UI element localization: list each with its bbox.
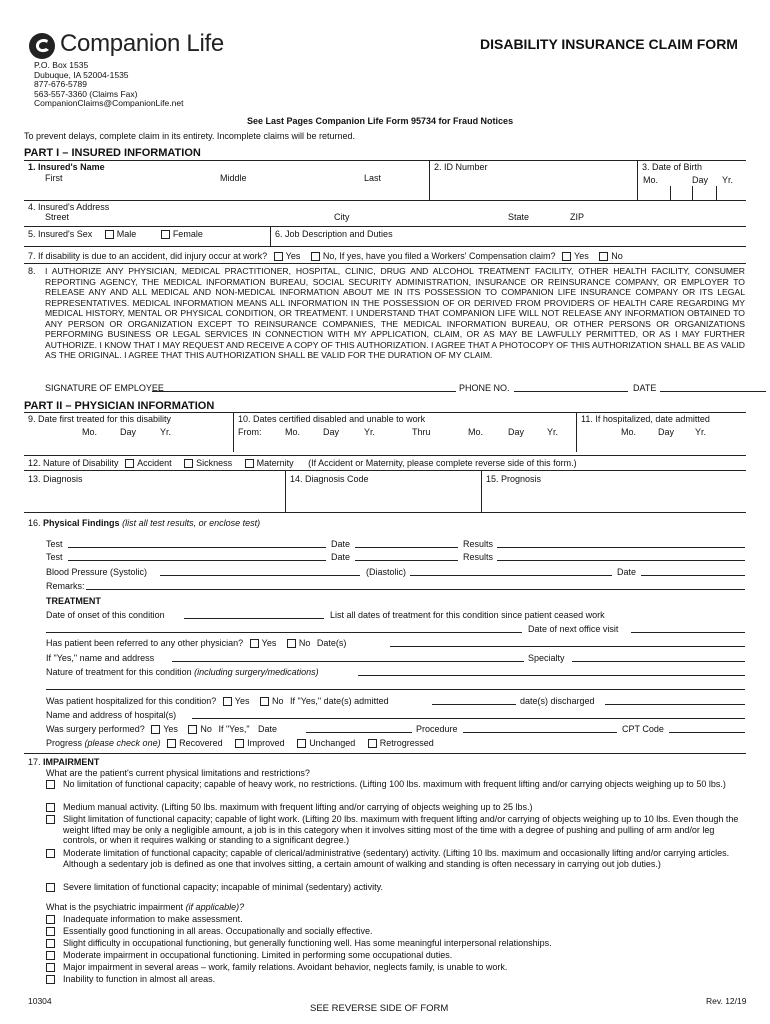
treatment-heading: TREATMENT bbox=[46, 596, 101, 606]
progress-line bbox=[46, 738, 434, 748]
hospital-name-input[interactable] bbox=[192, 718, 745, 719]
sickness-label: Sickness bbox=[196, 458, 233, 468]
admitted-input[interactable] bbox=[432, 704, 516, 705]
q7-yes-checkbox[interactable] bbox=[274, 252, 283, 261]
physical-option bbox=[46, 848, 746, 869]
physical-option-checkbox[interactable] bbox=[46, 780, 55, 789]
see-reverse: SEE REVERSE SIDE OF FORM bbox=[310, 1003, 449, 1014]
hospitalized-line bbox=[46, 696, 389, 706]
check-one-text: (please check one) bbox=[84, 738, 161, 748]
q11-label: 11. If hospitalized, date admitted bbox=[581, 414, 710, 424]
companion-life-logo-icon bbox=[28, 32, 56, 60]
q16-note: (list all test results, or enclose test) bbox=[122, 518, 261, 528]
female-label: Female bbox=[172, 229, 203, 239]
physical-option-checkbox[interactable] bbox=[46, 883, 55, 892]
bp-diastolic-input[interactable] bbox=[410, 575, 612, 576]
limitations-question: What are the patient's current physical limitations and restrictions? bbox=[46, 768, 310, 778]
nature-treatment-input[interactable] bbox=[358, 675, 745, 676]
psych-option-checkbox[interactable] bbox=[46, 975, 55, 984]
procedure-label: Procedure bbox=[416, 724, 458, 734]
q9-mo: Mo. bbox=[82, 427, 98, 437]
test2-date-input[interactable] bbox=[355, 560, 458, 561]
male-label: Male bbox=[116, 229, 137, 239]
wc-no-checkbox[interactable] bbox=[599, 252, 608, 261]
hospitalized-text: Was patient hospitalized for this condition? bbox=[46, 696, 217, 706]
part1-title: PART I – INSURED INFORMATION bbox=[24, 147, 201, 159]
address-line: CompanionClaims@CompanionLife.net bbox=[34, 98, 184, 109]
bp-date-label: Date bbox=[617, 567, 637, 577]
surgery-yes-checkbox[interactable] bbox=[151, 725, 160, 734]
physical-option-text: Moderate limitation of functional capacity; capable of clerical/administrative (sedentary) activity. (Lifting 10 lbs. maximum and occasionally lifting and/or carrying articles. Although a sedentary job is defined as one that involves sitting, a certain amount of walking and standing is often necessary in carrying out job duties.) bbox=[63, 848, 730, 869]
specialty-input[interactable] bbox=[572, 661, 745, 662]
address-line: Dubuque, IA 52004-1535 bbox=[34, 69, 129, 80]
q14-label: 14. Diagnosis Code bbox=[290, 474, 369, 484]
fraud-notice: See Last Pages Companion Life Form 95734 for Fraud Notices bbox=[247, 116, 514, 126]
psych-option-text: Essentially good functioning in all areas. Occupationally and socially effective. bbox=[63, 926, 373, 936]
id-number-input[interactable] bbox=[432, 175, 634, 198]
progress-text: Progress bbox=[46, 738, 83, 748]
q10-label: 10. Dates certified disabled and unable to work bbox=[238, 414, 426, 424]
q9-day: Day bbox=[120, 427, 137, 437]
q15-label: 15. Prognosis bbox=[486, 474, 542, 484]
q13-label: 13. Diagnosis bbox=[28, 474, 83, 484]
incl-surgery-text: (including surgery/medications) bbox=[194, 667, 319, 677]
q10-thru: Thru bbox=[412, 427, 431, 437]
form-title: DISABILITY INSURANCE CLAIM FORM bbox=[480, 36, 738, 52]
physical-option-text: Severe limitation of functional capacity; incapable of minimal (sedentary) activity. bbox=[63, 882, 383, 892]
test1-input[interactable] bbox=[68, 547, 326, 548]
q10-thru-mo: Mo. bbox=[468, 427, 484, 437]
if-applicable-text: (if applicable)? bbox=[185, 902, 245, 912]
dob-mo: Mo. bbox=[643, 175, 659, 185]
hospitalized-yes-label: Yes bbox=[234, 696, 250, 706]
signature-label: SIGNATURE OF EMPLOYEE bbox=[45, 383, 164, 393]
referred-yes-checkbox[interactable] bbox=[250, 639, 259, 648]
surgery-no-label: No bbox=[200, 724, 212, 734]
q11-yr: Yr. bbox=[695, 427, 707, 437]
surgery-line bbox=[46, 724, 277, 734]
referred-line bbox=[46, 638, 346, 648]
test2-results-input[interactable] bbox=[497, 560, 745, 561]
psych-question: What is the psychiatric impairment bbox=[46, 902, 184, 912]
retrogressed-label: Retrogressed bbox=[379, 738, 434, 748]
male-checkbox[interactable] bbox=[105, 230, 114, 239]
q16-number: 16. bbox=[28, 518, 41, 528]
address-line: 877-676-5789 bbox=[34, 79, 87, 90]
physical-option-checkbox[interactable] bbox=[46, 803, 55, 812]
psych-option-text: Major impairment in several areas – work, family relations. Avoidant behavior, neglects family, is unable to work. bbox=[63, 962, 508, 972]
phone-input[interactable] bbox=[514, 391, 628, 392]
if-yes-admitted-label: If "Yes," date(s) admitted bbox=[290, 696, 389, 706]
psych-option bbox=[46, 926, 746, 937]
psych-option-text: Inability to function in almost all areas. bbox=[63, 974, 216, 984]
city-label: City bbox=[334, 212, 350, 222]
test-label: Test bbox=[46, 552, 63, 562]
psych-option bbox=[46, 974, 746, 985]
q9-yr: Yr. bbox=[160, 427, 172, 437]
zip-label: ZIP bbox=[570, 212, 585, 222]
test2-input[interactable] bbox=[68, 560, 326, 561]
procedure-input[interactable] bbox=[463, 732, 617, 733]
improved-label: Improved bbox=[247, 738, 285, 748]
unchanged-label: Unchanged bbox=[309, 738, 356, 748]
company-address bbox=[34, 61, 183, 109]
q7-yes-label: Yes bbox=[285, 251, 301, 261]
nature-treatment-input-2[interactable] bbox=[46, 689, 745, 690]
physical-option bbox=[46, 779, 746, 790]
q11-day: Day bbox=[658, 427, 675, 437]
retrogressed-checkbox[interactable] bbox=[368, 739, 377, 748]
street-label: Street bbox=[45, 212, 70, 222]
q9-label: 9. Date first treated for this disability bbox=[28, 414, 172, 424]
nature-treatment-text: Nature of treatment for this condition bbox=[46, 667, 192, 677]
onset-label: Date of onset of this condition bbox=[46, 610, 165, 620]
unchanged-checkbox[interactable] bbox=[297, 739, 306, 748]
bp-date-input[interactable] bbox=[641, 575, 745, 576]
address-line: 563-557-3360 (Claims Fax) bbox=[34, 88, 138, 99]
test1-results-input[interactable] bbox=[497, 547, 745, 548]
q17-number: 17. bbox=[28, 757, 41, 767]
referred-no-checkbox[interactable] bbox=[287, 639, 296, 648]
middle-label: Middle bbox=[220, 173, 247, 183]
phone-label: PHONE NO. bbox=[459, 383, 510, 393]
impairment-heading: IMPAIRMENT bbox=[43, 757, 100, 767]
physical-option-text: Slight limitation of functional capacity; capable of light work. (Lifting 20 lbs. maximum with frequent lifting and/or carrying of objects weighing up to 10 lbs. Even though the weight lifted may be only a negligible amount, a job is in this category when it involves sitting most of the time with a degree of pushing and pulling of arm and/or leg controls, or when it requires walking or standing to a significant degree.) bbox=[63, 814, 739, 845]
physical-option bbox=[46, 802, 746, 813]
physical-option bbox=[46, 814, 746, 846]
maternity-label: Maternity bbox=[256, 458, 294, 468]
q5-text: 5. Insured's Sex bbox=[28, 229, 93, 239]
surgery-date-label: Date bbox=[258, 724, 278, 734]
q10-thru-day: Day bbox=[508, 427, 525, 437]
female-checkbox[interactable] bbox=[161, 230, 170, 239]
accident-label: Accident bbox=[137, 458, 172, 468]
surgery-text: Was surgery performed? bbox=[46, 724, 145, 734]
q10-thru-yr: Yr. bbox=[547, 427, 559, 437]
accident-checkbox[interactable] bbox=[125, 459, 134, 468]
address-input[interactable] bbox=[28, 212, 743, 224]
test-date-label: Date bbox=[331, 539, 351, 549]
list-dates-label: List all dates of treatment for this condition since patient ceased work bbox=[330, 610, 605, 620]
q12-line bbox=[28, 458, 577, 468]
referred-yes-label: Yes bbox=[261, 638, 277, 648]
cpt-label: CPT Code bbox=[622, 724, 664, 734]
psych-option bbox=[46, 914, 746, 925]
test1-date-input[interactable] bbox=[355, 547, 458, 548]
authorization-text: I AUTHORIZE ANY PHYSICIAN, MEDICAL PRACTITIONER, HOSPITAL, CLINIC, DRUG AND ALCOHOL TREATMENT FACILITY, OTHER HEALTH FACILITY, CONSUMER REPORTING AGENCY, THE MEDICAL INFORMATION BUREAU, SOCIAL SECURITY ADMINISTRATION, INSURANCE OR REINSURANCE COMPANY, OR EMPLOYER TO RELEASE ANY AND ALL MEDICAL AND NON-MEDICAL INFORMATION ABOUT ME IN ITS POSSESSION TO COMPANION LIFE INSURANCE COMPANY OR ITS LEGAL REPRESENTATIVES. MEDICAL INFORMATION MEANS ALL INFORMATION IN THE POSSESSION OF OR DERIVED FROM PROVIDERS OF HEALTH CARE REGARDING MY MEDICAL HISTORY, MENTAL OR PHYSICAL CONDITION, OR TREATMENT. I UNDERSTAND THAT COMPANION LIFE WILL NOT RELEASE ANY INFORMATION OBTAINED TO ANY PERSON OR ORGANIZATION EXCEPT TO REINSURANCE COMPANIES, THE MEDICAL INFORMATION BUREAU, OR OTHER PERSONS OR ORGANIZATIONS PERFORMING BUSINESS OR LEGAL SERVICES IN CONNECTION WITH MY APPLICATION, CLAIM, OR AS MAY BE LAWFULLY PERMITTED, OR AS I MAY FURTHER AUTHORIZE. I KNOW THAT I MAY REQUEST AND RECEIVE A COPY OF THIS AUTHORIZATION. I AGREE THAT A PHOTOCOPY OF THIS AUTHORIZATION SHALL BE AS VALID AS THE ORIGINAL. I AGREE THAT THIS AUTHORIZATION SHALL BE VALID FOR THE DURATION OF MY CLAIM. bbox=[45, 266, 745, 360]
surgery-date-input[interactable] bbox=[306, 732, 412, 733]
psych-option-text: Slight difficulty in occupational functioning, but generally functioning well. Has some meaningful interpersonal relationships. bbox=[63, 938, 552, 948]
q5-label bbox=[28, 229, 203, 239]
psych-option-checkbox[interactable] bbox=[46, 951, 55, 960]
dob-day: Day bbox=[692, 175, 709, 185]
physical-option-text: No limitation of functional capacity; capable of heavy work, no restrictions. (Lifting 100 lbs. maximum with frequent lifting and/or carrying objects weighing up to 50 lbs.) bbox=[63, 779, 726, 789]
q6-label: 6. Job Description and Duties bbox=[275, 229, 393, 239]
psych-option-checkbox[interactable] bbox=[46, 915, 55, 924]
name-input[interactable] bbox=[28, 183, 426, 198]
q12-note: (If Accident or Maternity, please complete reverse side of this form.) bbox=[308, 458, 577, 468]
referred-text: Has patient been referred to any other physician? bbox=[46, 638, 244, 648]
surgery-no-checkbox[interactable] bbox=[188, 725, 197, 734]
referred-dates-label: Date(s) bbox=[316, 638, 347, 648]
q12-text: 12. Nature of Disability bbox=[28, 458, 119, 468]
signature-date-input[interactable] bbox=[660, 391, 766, 392]
q17-line bbox=[28, 757, 99, 767]
results-label: Results bbox=[463, 552, 494, 562]
first-label: First bbox=[45, 173, 63, 183]
date-label: DATE bbox=[633, 383, 657, 393]
signature-input[interactable] bbox=[152, 391, 456, 392]
part2-title: PART II – PHYSICIAN INFORMATION bbox=[24, 400, 215, 412]
q10-from: From: bbox=[238, 427, 262, 437]
bp-systolic-input[interactable] bbox=[160, 575, 360, 576]
discharged-input[interactable] bbox=[605, 704, 745, 705]
hospitalized-no-checkbox[interactable] bbox=[260, 697, 269, 706]
q16-title: Physical Findings bbox=[43, 518, 120, 528]
remarks-label: Remarks: bbox=[46, 581, 85, 591]
wc-yes-checkbox[interactable] bbox=[562, 252, 571, 261]
hospital-name-label: Name and address of hospital(s) bbox=[46, 710, 177, 720]
physical-option-text: Medium manual activity. (Lifting 50 lbs. maximum with frequent lifting and/or carrying of objects weighing up to 25 lbs.) bbox=[63, 802, 533, 812]
q10-from-mo: Mo. bbox=[285, 427, 301, 437]
q8-number: 8. bbox=[28, 266, 36, 276]
wc-no-label: No bbox=[611, 251, 623, 261]
onset-input[interactable] bbox=[184, 618, 324, 619]
address-line: P.O. Box 1535 bbox=[34, 60, 89, 70]
q3-label: 3. Date of Birth bbox=[642, 162, 703, 172]
surgery-yes-label: Yes bbox=[163, 724, 178, 734]
treatment-dates-input[interactable] bbox=[46, 632, 522, 633]
if-yes-label: If "Yes," bbox=[218, 724, 250, 734]
q7-no-checkbox[interactable] bbox=[311, 252, 320, 261]
form-number: 10304 bbox=[28, 996, 52, 1006]
q7-text: 7. If disability is due to an accident, did injury occur at work? bbox=[28, 251, 268, 261]
psych-option-text: Moderate impairment in occupational functioning. Limited in performing some occupational duties. bbox=[63, 950, 453, 960]
instructions: To prevent delays, complete claim in its entirety. Incomplete claims will be returned. bbox=[24, 131, 355, 141]
physical-option bbox=[46, 882, 746, 893]
psych-question-line bbox=[46, 902, 244, 912]
hospitalized-yes-checkbox[interactable] bbox=[223, 697, 232, 706]
nature-treatment-line bbox=[46, 667, 319, 677]
physical-option-checkbox[interactable] bbox=[46, 849, 55, 858]
q4-label: 4. Insured's Address bbox=[28, 202, 110, 212]
cpt-input[interactable] bbox=[669, 732, 745, 733]
q16-line bbox=[28, 518, 260, 528]
physical-option-checkbox[interactable] bbox=[46, 815, 55, 824]
bp-diastolic-label: (Diastolic) bbox=[366, 567, 407, 577]
company-name: Companion Life bbox=[60, 30, 224, 57]
psych-option bbox=[46, 962, 746, 973]
discharged-label: date(s) discharged bbox=[520, 696, 595, 706]
test-date-label: Date bbox=[331, 552, 351, 562]
referred-dates-input[interactable] bbox=[390, 646, 745, 647]
wc-yes-label: Yes bbox=[574, 251, 589, 261]
referred-no-label: No bbox=[298, 638, 311, 648]
results-label: Results bbox=[463, 539, 494, 549]
psych-option-text: Inadequate information to make assessment. bbox=[63, 914, 243, 924]
sickness-checkbox[interactable] bbox=[184, 459, 193, 468]
bp-systolic-label: Blood Pressure (Systolic) bbox=[46, 567, 148, 577]
specialty-label: Specialty bbox=[528, 653, 565, 663]
improved-checkbox[interactable] bbox=[235, 739, 244, 748]
psych-option bbox=[46, 938, 746, 949]
q7b-text: No, If yes, have you filed a Workers' Compensation claim? bbox=[322, 251, 556, 261]
referral-name-input[interactable] bbox=[172, 661, 524, 662]
psych-option bbox=[46, 950, 746, 961]
last-label: Last bbox=[364, 173, 382, 183]
dob-yr: Yr. bbox=[722, 175, 734, 185]
state-label: State bbox=[508, 212, 530, 222]
recovered-checkbox[interactable] bbox=[167, 739, 176, 748]
remarks-input[interactable] bbox=[86, 589, 745, 590]
maternity-checkbox[interactable] bbox=[245, 459, 254, 468]
q10-from-yr: Yr. bbox=[364, 427, 376, 437]
psych-option-checkbox[interactable] bbox=[46, 939, 55, 948]
hospitalized-no-label: No bbox=[271, 696, 284, 706]
q2-label: 2. ID Number bbox=[434, 162, 488, 172]
next-visit-label: Date of next office visit bbox=[528, 624, 619, 634]
next-visit-input[interactable] bbox=[631, 632, 745, 633]
psych-option-checkbox[interactable] bbox=[46, 963, 55, 972]
q10-from-day: Day bbox=[323, 427, 340, 437]
q7-line bbox=[28, 251, 623, 261]
psych-option-checkbox[interactable] bbox=[46, 927, 55, 936]
test-label: Test bbox=[46, 539, 63, 549]
q11-mo: Mo. bbox=[621, 427, 637, 437]
recovered-label: Recovered bbox=[179, 738, 223, 748]
q1-label: 1. Insured's Name bbox=[28, 162, 105, 172]
revision: Rev. 12/19 bbox=[706, 996, 747, 1006]
if-yes-name-label: If "Yes," name and address bbox=[46, 653, 155, 663]
